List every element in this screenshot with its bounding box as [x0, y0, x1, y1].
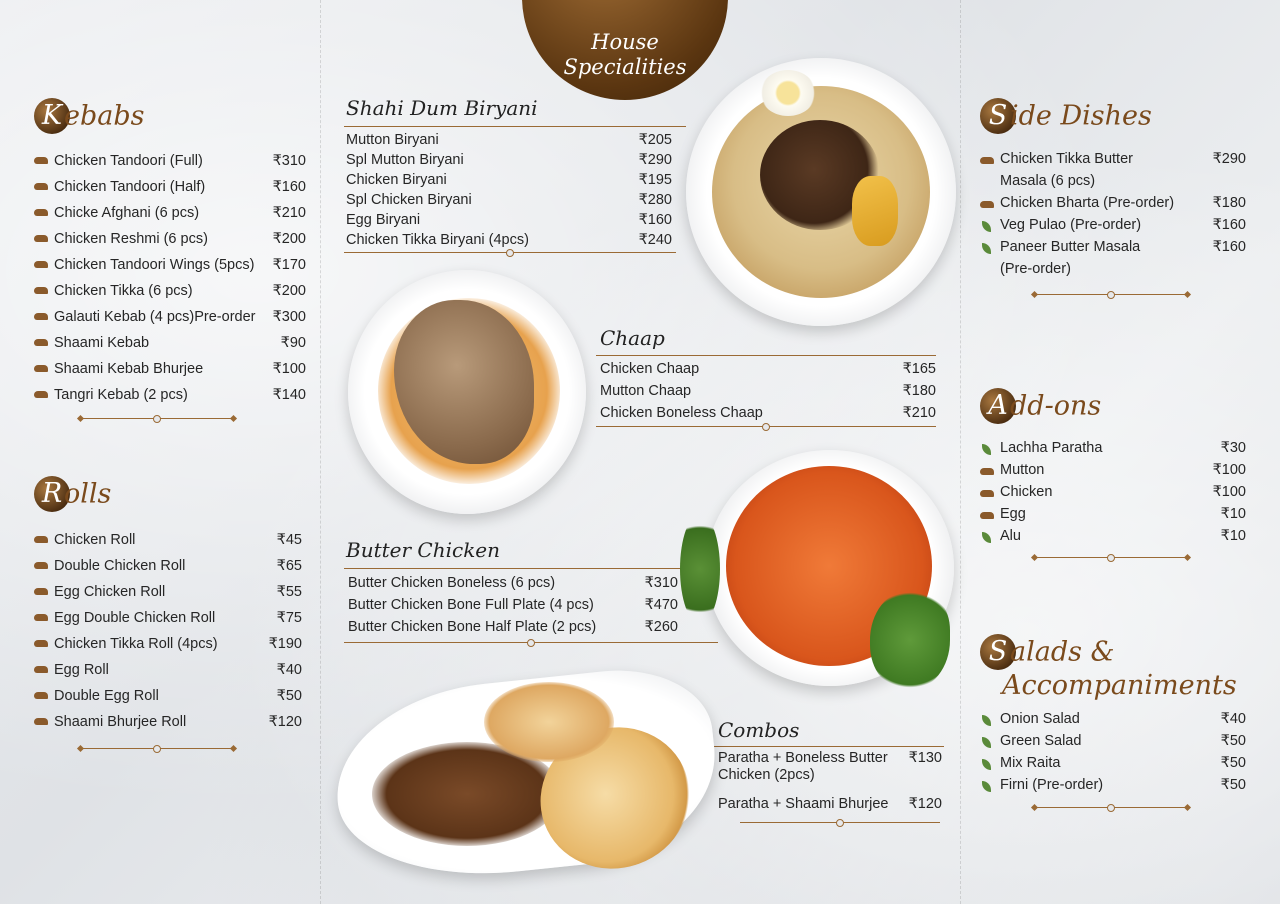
item-name: Paratha + Boneless Butter Chicken (2pcs): [718, 750, 888, 783]
menu-item: [980, 192, 1246, 214]
item-name: Spl Chicken Biryani: [346, 192, 472, 208]
item-price: ₹310: [272, 153, 306, 169]
rolls-heading: Rolls: [34, 476, 111, 512]
menu-item: [34, 382, 306, 408]
item-name: Chicken Tandoori (Half): [54, 179, 206, 195]
menu-item: [346, 170, 672, 190]
item-name: Green Salad: [1000, 733, 1082, 749]
menu-item: [34, 278, 306, 304]
kebab-icon: [34, 666, 48, 673]
item-price: ₹40: [276, 662, 302, 678]
leaf-icon: [982, 715, 991, 726]
menu-item: [34, 356, 306, 382]
item-price: ₹210: [272, 205, 306, 221]
kebabs-heading: Kebabs: [34, 98, 145, 134]
item-price: ₹310: [644, 575, 678, 591]
section-rule: [596, 355, 936, 356]
kebabs-list: [34, 148, 306, 408]
item-price: ₹65: [276, 558, 302, 574]
kebab-icon: [34, 692, 48, 699]
menu-item: [34, 226, 306, 252]
menu-item: [34, 330, 306, 356]
item-price: ₹130: [908, 750, 942, 766]
item-name: Chicken Tandoori Wings (5pcs): [54, 257, 255, 273]
leaf-icon: [982, 444, 991, 455]
leaf-icon: [982, 243, 991, 254]
menu-item: [34, 304, 306, 330]
menu-item: [980, 437, 1246, 459]
item-name: Chicken Tikka Biryani (4pcs): [346, 232, 529, 248]
menu-item: [34, 553, 302, 579]
menu-item: [34, 527, 302, 553]
item-price: ₹50: [276, 688, 302, 704]
divider-ornament: [1034, 290, 1188, 300]
leaf-icon: [982, 221, 991, 232]
item-price: ₹40: [1220, 711, 1246, 727]
item-price: ₹200: [272, 231, 306, 247]
menu-item: [346, 190, 672, 210]
menu-item: [34, 200, 306, 226]
leaf-icon: [982, 759, 991, 770]
item-name: Chicken Chaap: [600, 361, 700, 377]
menu-item: [348, 594, 678, 616]
item-name: Mutton Biryani: [346, 132, 439, 148]
biryani-title: Shahi Dum Biryani: [346, 96, 538, 120]
potato-image: [852, 176, 898, 246]
item-price: ₹200: [272, 283, 306, 299]
item-name: Mix Raita: [1000, 755, 1061, 771]
kebab-icon: [34, 157, 48, 164]
chaap-title: Chaap: [600, 326, 665, 350]
paratha-image: [484, 682, 614, 762]
kebab-icon: [34, 261, 48, 268]
item-name: Chicken Tikka (6 pcs): [54, 283, 193, 299]
item-name: Onion Salad: [1000, 711, 1080, 727]
menu-item: [718, 750, 942, 784]
item-price: ₹100: [1212, 484, 1246, 500]
menu-item: [34, 605, 302, 631]
egg-image: [760, 70, 816, 116]
kebab-icon: [34, 183, 48, 190]
menu-item: [348, 572, 678, 594]
menu-item: [718, 796, 942, 813]
item-name: Firni (Pre-order): [1000, 777, 1104, 793]
divider-ornament: [596, 422, 936, 432]
item-name: Egg Chicken Roll: [54, 584, 166, 600]
item-name: Alu: [1000, 528, 1021, 544]
butter-chicken-list: [348, 572, 678, 638]
menu-item: [346, 230, 672, 250]
item-price: ₹210: [902, 405, 936, 421]
item-price: ₹160: [1212, 217, 1246, 233]
menu-item: [980, 148, 1246, 192]
biryani-list: [346, 130, 672, 250]
side-dishes-list: [980, 148, 1246, 280]
chaap-list: [600, 358, 936, 424]
kebab-icon: [980, 512, 994, 519]
item-price: ₹100: [1212, 462, 1246, 478]
item-price: ₹300: [272, 309, 306, 325]
item-price: ₹240: [638, 232, 672, 248]
item-price: ₹50: [1220, 733, 1246, 749]
item-price: ₹30: [1220, 440, 1246, 456]
item-name: Veg Pulao (Pre-order): [1000, 217, 1142, 233]
item-name: Tangri Kebab (2 pcs): [54, 387, 188, 403]
kebab-icon: [980, 201, 994, 208]
item-name: Shaami Kebab: [54, 335, 150, 351]
item-price: ₹90: [280, 335, 306, 351]
item-price: ₹50: [1220, 755, 1246, 771]
kebab-icon: [34, 614, 48, 621]
coriander-leaf-image: [680, 514, 720, 624]
item-name: Paratha + Shaami Bhurjee: [718, 796, 889, 812]
item-name: Chicken Biryani: [346, 172, 447, 188]
item-name: Double Egg Roll: [54, 688, 159, 704]
item-name: Chicken Reshmi (6 pcs): [54, 231, 208, 247]
divider-ornament: [344, 638, 718, 648]
item-name: Chicken Roll: [54, 532, 136, 548]
combos-list: [718, 750, 942, 825]
kebab-icon: [34, 287, 48, 294]
banner-title: House Specialities: [563, 30, 687, 79]
item-name: Butter Chicken Bone Half Plate (2 pcs): [348, 619, 597, 635]
section-rule: [344, 568, 684, 569]
kebab-icon: [34, 588, 48, 595]
item-name: Galauti Kebab (4 pcs)Pre-order: [54, 309, 256, 325]
kebab-icon: [34, 536, 48, 543]
item-price: ₹195: [638, 172, 672, 188]
leaf-icon: [982, 532, 991, 543]
item-name: Chicken: [1000, 484, 1053, 500]
item-name: Butter Chicken Bone Full Plate (4 pcs): [348, 597, 594, 613]
item-price: ₹160: [1212, 239, 1246, 255]
divider-ornament: [80, 414, 234, 424]
kebab-icon: [34, 339, 48, 346]
item-name: Double Chicken Roll: [54, 558, 186, 574]
divider-ornament: [1034, 553, 1188, 563]
item-price: ₹10: [1220, 506, 1246, 522]
menu-item: [34, 631, 302, 657]
menu-item: [980, 708, 1246, 730]
divider-ornament: [1034, 803, 1188, 813]
item-price: ₹165: [902, 361, 936, 377]
item-name: Egg Double Chicken Roll: [54, 610, 216, 626]
menu-item: [34, 252, 306, 278]
menu-item: [34, 683, 302, 709]
kebab-icon: [34, 365, 48, 372]
menu-item: [34, 148, 306, 174]
item-price: ₹170: [272, 257, 306, 273]
butter-chicken-title: Butter Chicken: [346, 538, 501, 562]
item-price: ₹280: [638, 192, 672, 208]
divider-ornament: [344, 248, 676, 258]
item-price: ₹180: [902, 383, 936, 399]
item-name: Chicken Tikka Roll (4pcs): [54, 636, 218, 652]
menu-item: [980, 214, 1246, 236]
item-name: Shaami Bhurjee Roll: [54, 714, 187, 730]
item-price: ₹205: [638, 132, 672, 148]
coriander-garnish-image: [870, 590, 950, 690]
item-price: ₹140: [272, 387, 306, 403]
item-price: ₹180: [1212, 195, 1246, 211]
menu-item: [348, 616, 678, 638]
menu-item: [346, 130, 672, 150]
kebab-icon: [980, 490, 994, 497]
kebab-icon: [34, 391, 48, 398]
addons-list: [980, 437, 1246, 547]
addons-heading: Add-ons: [980, 388, 1101, 424]
kebab-icon: [980, 157, 994, 164]
section-rule: [708, 746, 944, 747]
item-price: ₹45: [276, 532, 302, 548]
menu-item: [980, 525, 1246, 547]
item-name: Paneer Butter Masala (Pre-order): [1000, 239, 1141, 277]
salads-heading: S alads & Accompaniments: [980, 634, 1237, 699]
menu-item: [980, 730, 1246, 752]
item-price: ₹260: [644, 619, 678, 635]
item-name: Lachha Paratha: [1000, 440, 1103, 456]
item-price: ₹160: [272, 179, 306, 195]
leaf-icon: [982, 781, 991, 792]
menu-item: [980, 752, 1246, 774]
menu-item: [346, 150, 672, 170]
menu-item: [980, 459, 1246, 481]
menu-item: [980, 481, 1246, 503]
item-price: ₹50: [1220, 777, 1246, 793]
item-price: ₹75: [276, 610, 302, 626]
menu-item: [600, 358, 936, 380]
item-price: ₹190: [268, 636, 302, 652]
menu-item: [34, 579, 302, 605]
divider-ornament: [80, 744, 234, 754]
side-dishes-heading: S ide Dishes: [980, 98, 1152, 134]
item-name: Egg Roll: [54, 662, 109, 678]
item-name: Mutton: [1000, 462, 1045, 478]
item-name: Mutton Chaap: [600, 383, 692, 399]
menu-item: [600, 402, 936, 424]
combos-title: Combos: [718, 718, 800, 742]
menu-item: [346, 210, 672, 230]
item-price: ₹290: [1212, 151, 1246, 167]
menu-item: [980, 774, 1246, 796]
item-price: ₹160: [638, 212, 672, 228]
item-name: Egg: [1000, 506, 1026, 522]
item-name: Shaami Kebab Bhurjee: [54, 361, 204, 377]
kebab-icon: [34, 313, 48, 320]
item-price: ₹290: [638, 152, 672, 168]
item-price: ₹120: [908, 796, 942, 812]
menu-item: [34, 174, 306, 200]
menu-item: [600, 380, 936, 402]
item-price: ₹55: [276, 584, 302, 600]
item-price: ₹120: [268, 714, 302, 730]
item-name: Chicke Afghani (6 pcs): [54, 205, 200, 221]
kebab-icon: [34, 640, 48, 647]
menu-item: [34, 709, 302, 735]
kebab-icon: [34, 235, 48, 242]
menu-item: [980, 503, 1246, 525]
kebab-icon: [34, 209, 48, 216]
menu-item: [34, 657, 302, 683]
leaf-icon: [982, 737, 991, 748]
salads-list: [980, 708, 1246, 796]
item-name: Chicken Bharta (Pre-order): [1000, 195, 1175, 211]
item-price: ₹10: [1220, 528, 1246, 544]
item-price: ₹470: [644, 597, 678, 613]
menu-item: [980, 236, 1246, 280]
item-name: Chicken Tikka Butter Masala (6 pcs): [1000, 151, 1133, 189]
item-name: Butter Chicken Boneless (6 pcs): [348, 575, 556, 591]
item-name: Chicken Tandoori (Full): [54, 153, 203, 169]
item-name: Spl Mutton Biryani: [346, 152, 464, 168]
kebab-icon: [34, 562, 48, 569]
item-price: ₹100: [272, 361, 306, 377]
item-name: Chicken Boneless Chaap: [600, 405, 763, 421]
item-name: Egg Biryani: [346, 212, 421, 228]
section-rule: [344, 126, 686, 127]
kebab-icon: [34, 718, 48, 725]
divider-ornament: [740, 818, 940, 828]
kebab-icon: [980, 468, 994, 475]
rolls-list: [34, 527, 302, 735]
